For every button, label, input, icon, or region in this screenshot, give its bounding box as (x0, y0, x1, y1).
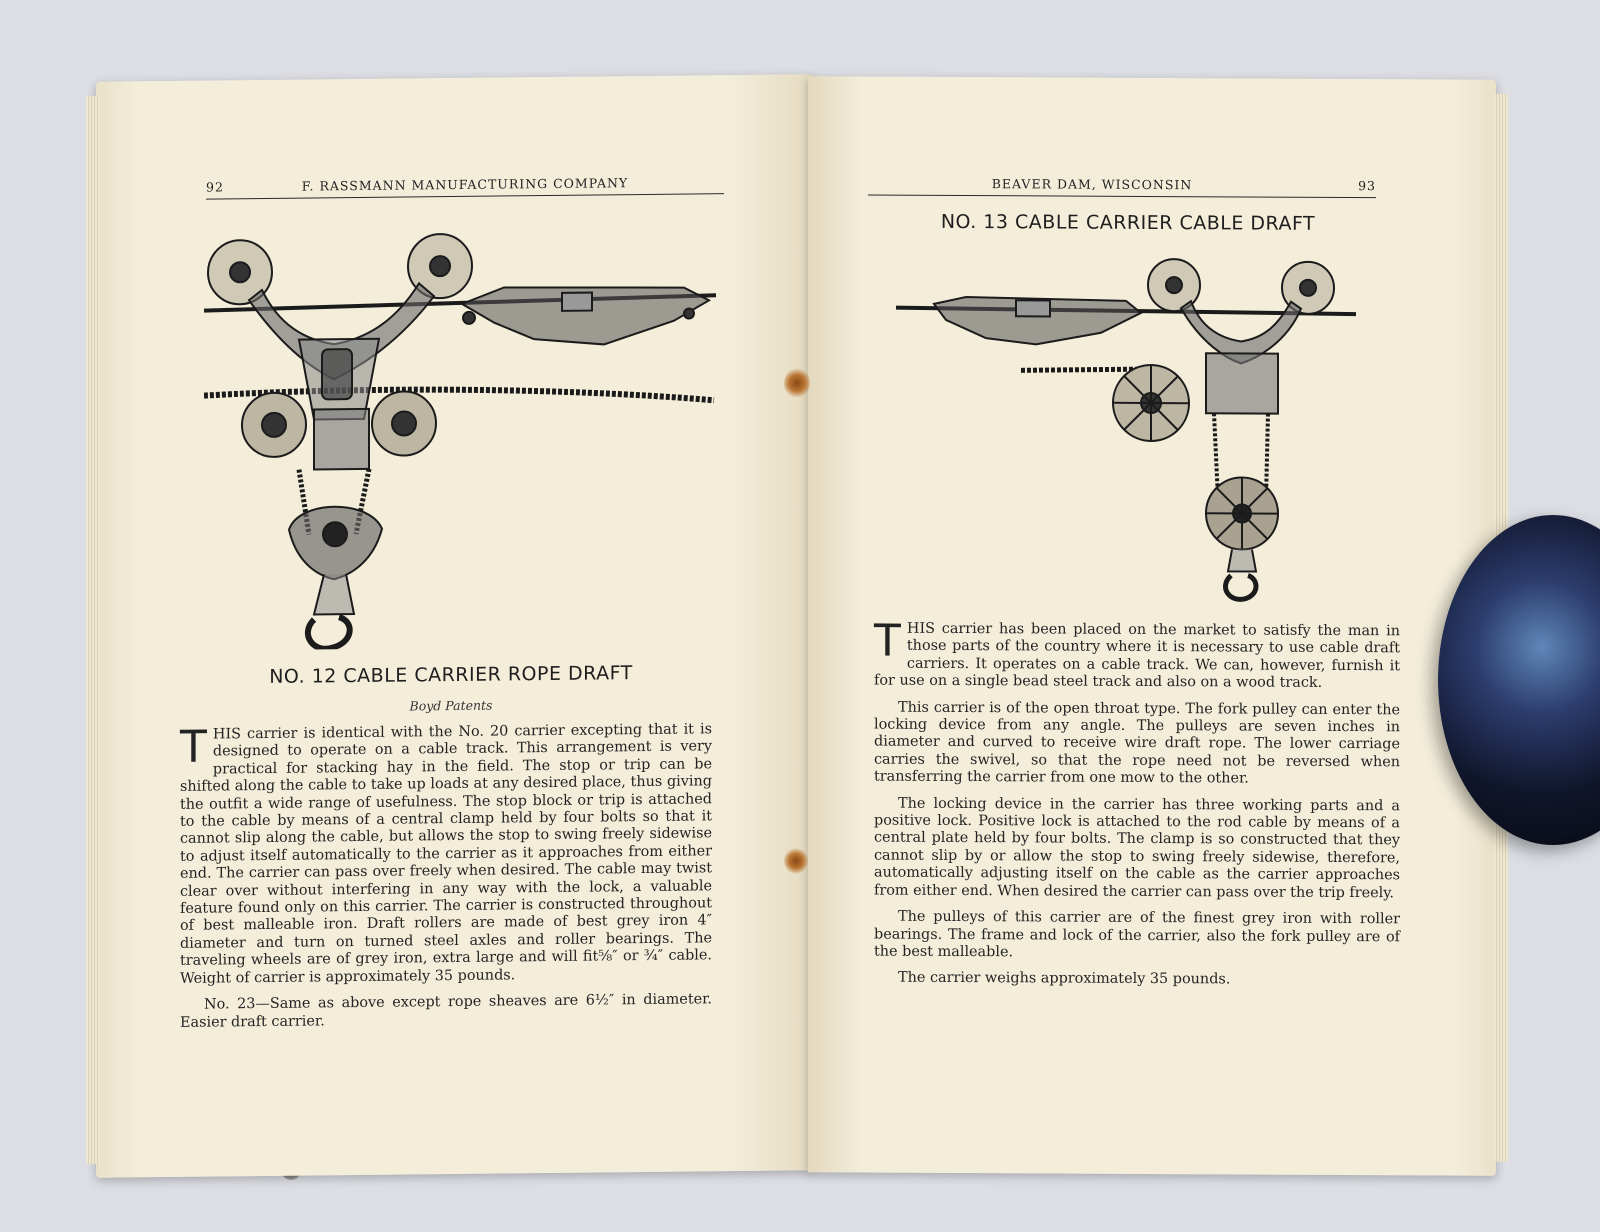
paragraph-right-5: The carrier weighs approximately 35 pounds. (898, 969, 1231, 988)
heading-no12: NO. 12 CABLE CARRIER ROPE DRAFT (269, 662, 633, 688)
subheading-boyd-patents: Boyd Patents (409, 697, 493, 714)
rust-stain-upper (784, 368, 810, 398)
running-head-left (206, 171, 724, 199)
hay-carrier-rope-draft-illustration (204, 225, 724, 650)
paragraph-right-2: This carrier is of the open throat type. The fork pulley can enter the locking device from any angle. The pulleys are seven inches in diameter and curved to receive wire draft rope. The lower carriage carries the swivel, so that the rope need not be reversed when transferring the carrier from one mow to the other. (874, 699, 1400, 787)
paragraph-left-2: No. 23—Same as above except rope sheaves are 6½″ in diameter. Easier draft carrier. (180, 991, 712, 1031)
running-head-right (868, 173, 1376, 199)
paragraph-right-3: The locking device in the carrier has three working parts and a positive lock. Positive lock is attached to the rod cable by means of a central plate held by four bolts. The clamp is so constructed that they cannot slip by or allow the stop to swing freely sidewise, therefore, automatically adjusting itself on the cable as the carrier approaches from either end. When desired the carrier can pass over the trip freely. (874, 795, 1400, 901)
body-text-left (180, 721, 712, 1040)
paragraph-right-4: The pulleys of this carrier are of the finest grey iron with roller bearings. The frame and lock of the carrier, also the fork pulley are of the best malleable. (874, 908, 1400, 961)
page-number-right: 93 (1358, 178, 1376, 194)
hay-carrier-cable-draft-illustration (896, 252, 1358, 604)
running-head-title-left: F. RASSMANN MANUFACTURING COMPANY (301, 175, 629, 194)
paragraph-right-1 (874, 615, 1400, 693)
drop-cap-left: T (180, 721, 207, 773)
open-catalog-book (96, 78, 1506, 1174)
drop-cap-right: T (874, 615, 901, 667)
paragraph-left-1-text: HIS carrier is identical with the No. 20 carrier excepting that it is designed to operate on a cable track. This arrangement is very practical for stacking hay in the field. The stop or trip can be shifted along the cable to take up loads at any desired place, thus giving the outfit a wide range of usefulness. The stop block or trip is attached to the cable by means of a central clamp held by four bolts so that it cannot slip along the cable, but allows the stop to swing freely sidewise to adjust itself automatically to the carrier as it approaches from either end. The carrier can pass over freely when desired. The cable may twist clear over without interfering in any way with the lock, a valuable feature found only on this carrier. The carrier is constructed throughout of best malleable iron. Draft rollers are made of best grey iron 4″ diameter and turn on turned steel axles and roller bearings. The traveling wheels are of grey iron, extra large and will fit⅝″ or ¾″ cable. Weight of carrier is approximately 35 pounds. (180, 721, 712, 987)
paragraph-left-1 (180, 721, 712, 988)
paragraph-right-1-text: HIS carrier has been placed on the market to satisfy the man in those parts of the country where it is necessary to use cable draft carriers. It operates on a cable track. We can, however, furnish it for use on a single bead steel track and also on a wood track. (874, 620, 1400, 692)
rust-stain-lower (784, 848, 808, 874)
page-edges-left (86, 96, 100, 1164)
left-page (96, 74, 812, 1177)
right-page (808, 76, 1496, 1176)
running-head-title-right: BEAVER DAM, WISCONSIN (991, 176, 1193, 193)
page-number-left: 92 (206, 179, 224, 195)
body-text-right (874, 615, 1400, 999)
heading-no13: NO. 13 CABLE CARRIER CABLE DRAFT (940, 210, 1316, 235)
